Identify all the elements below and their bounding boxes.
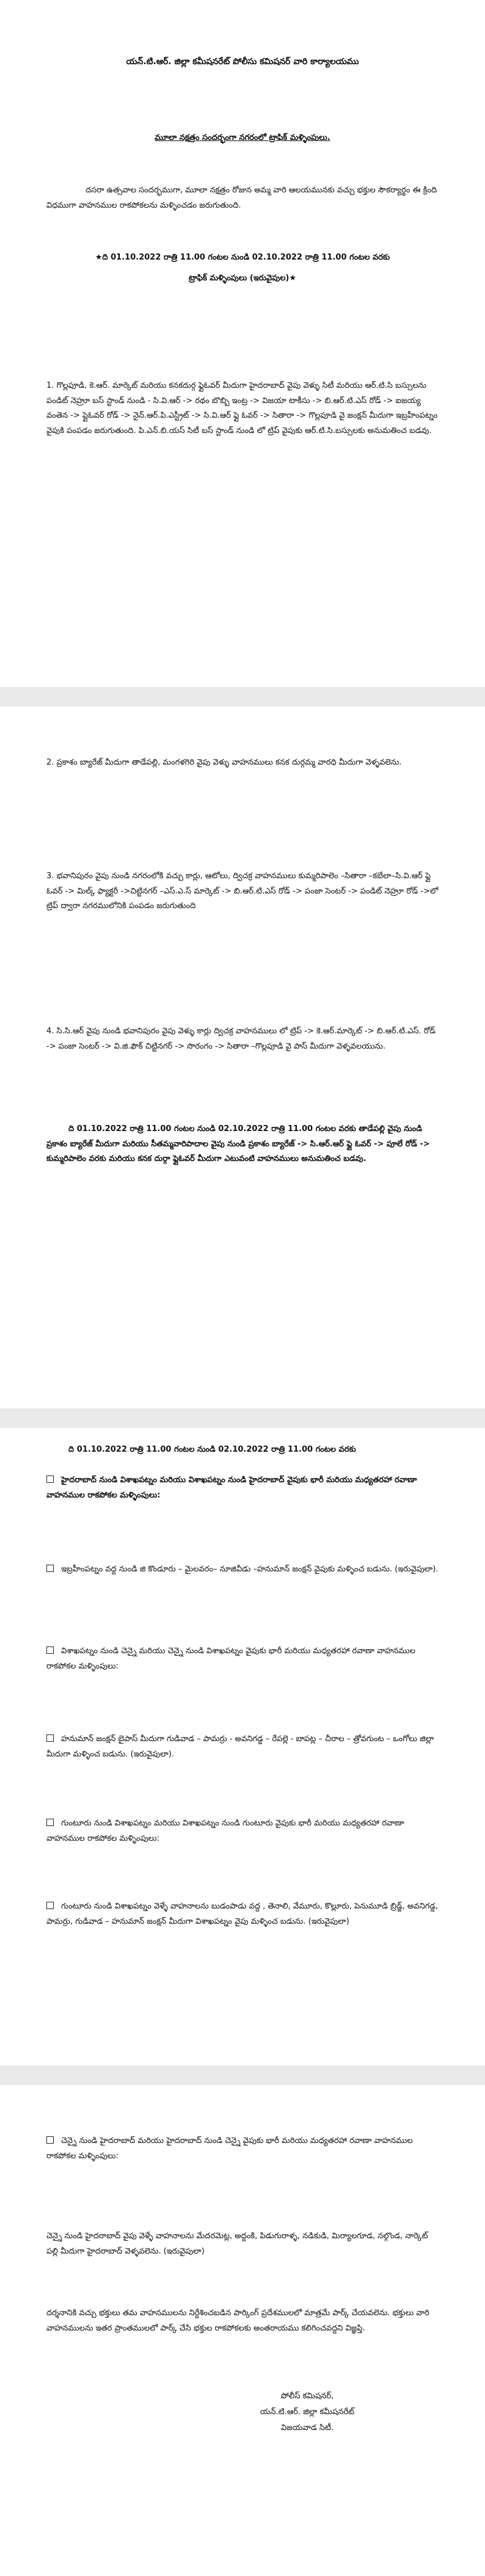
page3-heading: ది 01.10.2022 రాత్రి 11.00 గంటల నుండి 02.10.2022 రాత్రి 11.00 గంటల వరకు [68,1445,356,1454]
diversion-ibrahimpatnam-text: ఇబ్రహీంపట్నం వద్ద నుండి జి కొండూరు – మైలవరం– నూజివీడు –హనుమాన్ జంక్షన్ వైపుకు మళ్ళించ బడును. (ఇరువైపులా). [61,1565,439,1574]
chennai-hyd-route: చెన్నై నుండి హైదరాబాద్ వైపు వెళ్ళే వాహనాలను మేదరమెట్ల, అద్దంకి, పిడుగురాళ్ళ, నడికుడి, మిర్యాలగూడ, నల్గొండ, నార్కెట్ పల్లి మీదుగా హైదరాబాద్ వెళ్ళవలెను. (ఇరువైపులా) [46,2232,428,2256]
time-heading: ★ది 01.10.2022 రాత్రి 11.00 గంటల నుండి 02.10.2022 రాత్రి 11.00 గంటల వరకు [95,253,390,262]
checkbox-icon [46,1819,54,1826]
document-page-1 [0,0,485,687]
diversion-hanuman-junction [46,1732,439,1762]
signature-line-2: యన్.టి.ఆర్. జిల్లా కమీషనరేట్ [260,2407,355,2417]
diversion-item-2: 2. ప్రకాశం బ్యారేజ్ మీదుగా తాడేపల్లి, మంగళగిరి వైపు వెళ్ళు వాహనములు కనక దుర్గమ్మ వారధి మీదుగా వెళ్ళవలెను. [46,758,402,767]
time-heading-2: ట్రాఫిక్ మళ్ళింపులు (ఇరువైపుల)★ [188,274,297,283]
intro-paragraph: దసరా ఉత్సవాల సందర్భముగా, మూలా నక్షత్రం రోజున అమ్మ వారి ఆలయమునకు వచ్చు భక్తుల సౌకర్యార్థం ఈ క్రింది విధముగా వాహనముల రాకపోకలను మళ్ళించడం జరుగుతుంది. [46,186,437,210]
diversion-guntur-route [46,1899,439,1929]
diversion-hyd-vizag [46,1473,439,1503]
diversion-vizag-chennai-text: విశాఖపట్నం నుండి చెన్నై మరియు చెన్నై నుండి విశాఖపట్నం వైపుకు భారీ మరియు మధ్యతరహా రవాణా వాహనముల రాకపోకల మళ్ళింపులు: [46,1646,416,1671]
checkbox-icon [46,2136,54,2144]
office-header: యన్.టి.ఆర్. జిల్లా కమీషనరేట్ పోలీసు కమిషనర్ వారి కార్యాలయము [126,57,359,67]
signature-line-3: విజయవాడ సిటీ. [280,2423,334,2432]
document-page-3 [0,1428,485,2065]
diversion-item-3: 3. భవానిపురం వైపు నుండి నగరంలోకి వచ్చు కార్లు, ఆటోలు, ద్విచక్ర వాహనములు కుమ్మరిపాలెం –సితారా –కబేలా–సి.వి.ఆర్ ఫ్లై ఓవర్ -> మిల్క్ ఫ్యాక్టరీ ->చిట్టినగర్ –ఎస్.ఎ.స్ మార్కెట్ -> బి.ఆర్.టి.ఎస్ రోడ్ -> పంజా సెంటర్ -> పండిట్ నెహ్రూ రోడ్ ->లో ట్రిప్ ద్వారా నగరములోనికి పంపడం జరుగుతుంది [46,871,439,911]
checkbox-icon [46,1565,54,1572]
diversion-vizag-chennai [46,1644,439,1674]
subject-line: మూలా నక్షత్రం సందర్భంగా నగరంలో ట్రాఫిక్ మళ్ళింపులు. [155,133,330,142]
diversion-ibrahimpatnam [46,1562,439,1577]
diversion-chennai-hyd [46,2134,439,2164]
checkbox-icon [46,1902,54,1909]
diversion-guntur-vizag [46,1816,439,1846]
restriction-paragraph: ది 01.10.2022 రాత్రి 11.00 గంటల నుండి 02.10.2022 రాత్రి 11.00 గంటల వరకు తాడేపల్లి వైపు నుండి ప్రకాశం బ్యారేజ్ మీదుగా మరియు సీతమ్మవారిపాదాల వైపు నుండి ప్రకాశం బ్యారేజ్ -> సి.ఆర్.ఆర్ ఫ్లై ఓవర్ -> పూలే రోడ్ -> కుమ్మరిపాలెం వరకు మరియు కనక దుర్గా ఫ్లైఓవర్ మీదుగా ఎటువంటి వాహనములు అనుమతించ బడవు. [46,1124,430,1164]
checkbox-icon [46,1475,54,1483]
diversion-chennai-hyd-text: చెన్నై నుండి హైదరాబాద్ మరియు హైదరాబాద్ నుండి చెన్నై వైపుకు భారీ మరియు మధ్యతరహా రవాణా వాహనముల రాకపోకల మళ్ళింపులు: [46,2136,413,2161]
diversion-hyd-vizag-text: హైదరాబాద్ నుండి విశాఖపట్నం మరియు విశాఖపట్నం నుండి హైదరాబాద్ వైపుకు భారీ మరియు మధ్యతరహా రవాణా వాహనముల రాకపోకల మళ్ళింపులు: [46,1475,417,1500]
diversion-guntur-vizag-text: గుంటూరు నుండి విశాఖపట్నం మరియు విశాఖపట్నం నుండి గుంటూరు వైపుకు భారీ మరియు మధ్యతరహా రవాణా వాహనముల రాకపోకల మళ్ళింపులు: [46,1819,404,1843]
diversion-item-4: 4. సి.సి.ఆర్ వైపు నుండి భవానిపురం వైపు వెళ్ళు కార్లు ద్విచక్ర వాహనములు లో ట్రిప్ -> కె.ఆర్.మార్కెట్ -> బి.ఆర్.టి.ఎస్. రోడ్ -> పంజా సెంటర్ -> వి.జి.ఫౌక్ చిట్టినగర్ -> సొరంగం -> సితారా –గొల్లపూడి వై పాస్ మీదుగా వెళ్ళవలయును. [46,1027,436,1051]
checkbox-icon [46,1734,54,1742]
checkbox-icon [46,1646,54,1654]
signature-line-1: పోలీస్ కమిషనర్, [280,2392,334,2401]
document-page-2 [0,707,485,1408]
diversion-guntur-route-text: గుంటూరు నుండి విశాఖపట్నం వెళ్ళే వాహనాలను బుడంపాడు వద్ద , తెనాలి, వేమూరు, కొల్లూరు, పెనుమూడి బ్రిడ్జ్, అవనిగడ్డ, పామర్రు, గుడివాడ – హనుమాన్ జంక్షన్ మీదుగా విశాఖపట్నం వైపు మళ్ళించ బడును. (ఇరువైపులా) [46,1902,439,1926]
document-page-4 [0,2085,485,2576]
diversion-hanuman-junction-text: హనుమాన్ జంక్షన్ బైపాస్ మీదుగా గుడివాడ – పామర్రు - అవనిగడ్డ – రేపల్లె - బాపట్ల – చీరాల – త్రోవగుంట – ఒంగోలు జిల్లా మీదుగా మళ్ళించ బడును. (ఇరువైపులా). [46,1734,434,1759]
diversion-item-1: 1. గొల్లపూడి, కె.ఆర్. మార్కెట్ మరియు కనకదుర్గ ఫ్లైఓవర్ మీదుగా హైదరాబాద్ వైపు వెళ్ళు సిటీ మరియు ఆర్.టి.సి బస్సులను పండిట్ నెహ్రూ బస్ స్టాండ్ నుండి - సి.వి.ఆర్ -> రథం బొబ్బి ఇంట్ర -> విజయా టాకీసు -> బి.ఆర్.టి.ఎస్ రోడ్ -> ఐజయ్య వంతెన -> ప్లైఓవర్ రోడ్ -> నైన్.ఆర్.పి.ఎస్ట్రీట్ -> సి.వి.ఆర్ ఫ్లై ఓవర్ -> సితారా -> గొల్లపూడి వై జంక్షన్ మీదుగా ఇబ్రహీంపట్నం వైపుకి పంపడం జరుగుతుంది. పి.ఎన్.బి.యస్ సిటీ బస్ స్టాండ్ నుండి లో ట్రిప్ వైపుకు ఆర్.టి.సి.బస్సులకు అనుమతించ బడవు. [46,381,438,436]
parking-request: దర్శనానికి వచ్చు భక్తులు తమ వాహనములను నిర్దేశించబడిన పార్కింగ్ ప్రదేశములలో మాత్రమే పార్క్ చేయవలెను. భక్తులు వారి వాహనములను ఇతర ప్రాంతములలో పార్క్ చేసి భక్తుల రాకపోకలకు అంతరాయము కలిగించవద్దని విజ్ఞప్తి. [46,2309,429,2333]
